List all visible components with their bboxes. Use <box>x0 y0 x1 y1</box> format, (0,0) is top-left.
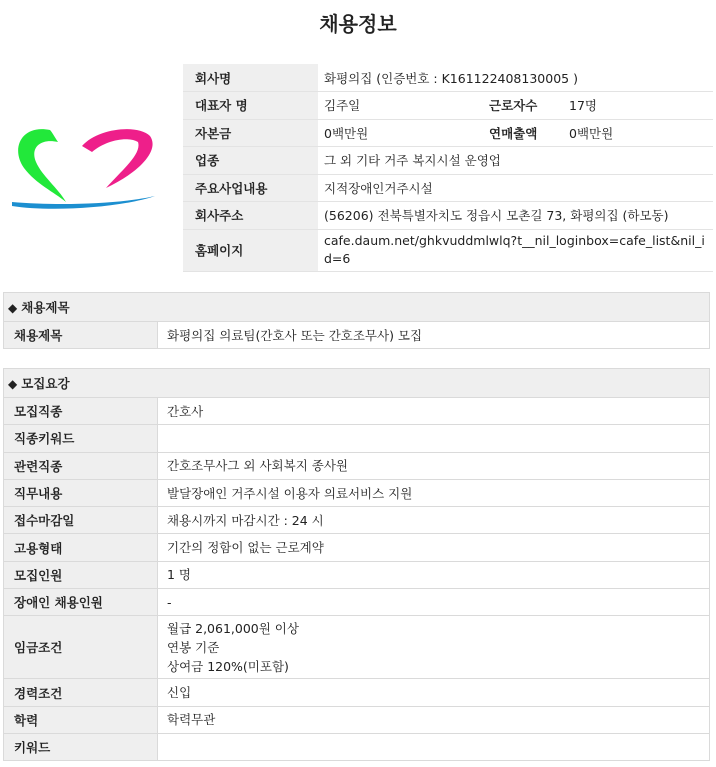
diamond-icon: ◆ <box>8 377 18 391</box>
job-title-label: 채용제목 <box>4 322 158 349</box>
industry-label: 업종 <box>183 147 318 175</box>
homepage-link[interactable]: cafe.daum.net/ghkvuddmlwlq?t__nil_loginbox=cafe_list&nil_id=6 <box>318 229 713 271</box>
business-value: 지적장애인거주시설 <box>318 174 713 202</box>
row-label: 경력조건 <box>4 679 158 706</box>
row-label: 접수마감일 <box>4 507 158 534</box>
diamond-icon: ◆ <box>8 301 18 315</box>
company-name: 화평의집 (인증번호 : K161122408130005 ) <box>318 64 713 92</box>
requirements-header <box>4 369 710 398</box>
business-label: 주요사업내용 <box>183 174 318 202</box>
row-value: 간호조무사그 외 사회복지 종사원 <box>158 452 710 479</box>
row-label: 키워드 <box>4 733 158 760</box>
requirements-section <box>3 368 710 761</box>
sales-label: 연매출액 <box>483 119 563 147</box>
employees-value: 17명 <box>563 92 713 120</box>
industry-value: 그 외 기타 거주 복지시설 운영업 <box>318 147 713 175</box>
row-value: 학력무관 <box>158 706 710 733</box>
row-label: 장애인 채용인원 <box>4 589 158 616</box>
sales-value: 0백만원 <box>563 119 713 147</box>
row-value <box>158 425 710 452</box>
job-title-value: 화평의집 의료팀(간호사 또는 간호조무사) 모집 <box>158 322 710 349</box>
homepage-label: 홈페이지 <box>183 229 318 271</box>
row-value: - <box>158 589 710 616</box>
wage-line: 상여금 120%(미포함) <box>167 658 289 674</box>
row-value: 신입 <box>158 679 710 706</box>
wage-label: 임금조건 <box>4 616 158 679</box>
row-value <box>158 733 710 760</box>
page-title: 채용정보 <box>319 12 397 36</box>
job-title-header <box>4 293 710 322</box>
ceo-value: 김주일 <box>318 92 483 120</box>
wage-line: 연봉 기준 <box>167 639 220 655</box>
capital-label: 자본금 <box>183 119 318 147</box>
row-label: 고용형태 <box>4 534 158 561</box>
row-label: 모집직종 <box>4 398 158 425</box>
job-title-section <box>3 292 710 349</box>
row-value: 1 명 <box>158 561 710 588</box>
capital-value: 0백만원 <box>318 119 483 147</box>
wage-line: 월급 2,061,000원 이상 <box>167 620 299 636</box>
requirements-header-text: 모집요강 <box>21 376 70 391</box>
row-value: 기간의 정함이 없는 근로계약 <box>158 534 710 561</box>
ceo-label: 대표자 명 <box>183 92 318 120</box>
job-title-header-text: 채용제목 <box>21 300 70 315</box>
wage-value <box>158 616 710 679</box>
address-value: (56206) 전북특별자치도 정읍시 모촌길 73, 화평의집 (하모동) <box>318 202 713 230</box>
company-name-label: 회사명 <box>183 64 318 92</box>
row-label: 학력 <box>4 706 158 733</box>
row-label: 모집인원 <box>4 561 158 588</box>
row-label: 직종키워드 <box>4 425 158 452</box>
row-value: 채용시까지 마감시간 : 24 시 <box>158 507 710 534</box>
heart-logo <box>10 118 160 218</box>
row-value: 발달장애인 거주시설 이용자 의료서비스 지원 <box>158 479 710 506</box>
row-label: 관련직종 <box>4 452 158 479</box>
address-label: 회사주소 <box>183 202 318 230</box>
employees-label: 근로자수 <box>483 92 563 120</box>
company-info-table <box>183 64 713 272</box>
row-value: 간호사 <box>158 398 710 425</box>
row-label: 직무내용 <box>4 479 158 506</box>
